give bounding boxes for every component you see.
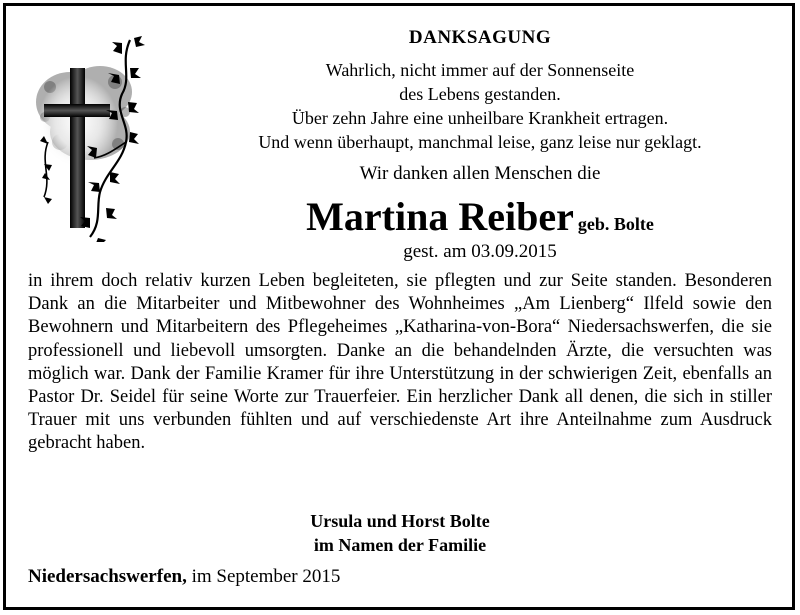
thanks-line: Wir danken allen Menschen die <box>359 163 601 184</box>
poem-line: Und wenn überhaupt, manchmal leise, ganz leise nur geklagt. <box>258 132 702 152</box>
deceased-name-row <box>220 194 740 239</box>
poem-line: Über zehn Jahre eine unheilbare Krankheit ertragen. <box>291 108 669 128</box>
signature <box>28 509 772 557</box>
date: im September 2015 <box>186 566 341 587</box>
deceased-name: Martina Reiber <box>306 194 574 239</box>
poem-line: des Lebens gestanden. <box>399 84 561 104</box>
signature-line: im Namen der Familie <box>313 535 487 555</box>
notice-header <box>220 26 740 186</box>
poem-line: Wahrlich, nicht immer auf der Sonnenseite <box>325 60 635 80</box>
place-date <box>28 565 340 589</box>
signature-line: Ursula und Horst Bolte <box>310 511 490 531</box>
place: Niedersachswerfen, <box>28 566 187 587</box>
cross-with-ivy-icon <box>30 32 150 242</box>
birth-name: geb. Bolte <box>577 214 654 234</box>
body-text: in ihrem doch relativ kurzen Leben begleiteten, sie pflegten und zur Seite standen. Besonderen Dank an die Mitarbeiter und Mitbewohner des Wohnheimes „Am Lienberg“ Ilfeld sowie den Bewohnern und Mitarbeitern des Pflegeheimes „Katharina-von-Bora“ Niedersachswerfen, die sie professionell und liebevoll umsorgten. Danke an die behandelnden Ärzte, die versuchten was möglich war. Dank der Familie Kramer für ihre Unterstützung in der schwierigen Zeit, ebenfalls an Pastor Dr. Seidel für seine Worte zur Trauerfeier. Ein herzlicher Dank all denen, die sich in stiller Trauer mit uns verbunden fühlten und auf verschiedenste Art ihre Anteilnahme zum Ausdruck gebracht haben. <box>28 271 772 454</box>
death-date: gest. am 03.09.2015 <box>403 241 557 262</box>
poem <box>220 58 740 154</box>
notice-heading: DANKSAGUNG <box>408 27 552 48</box>
